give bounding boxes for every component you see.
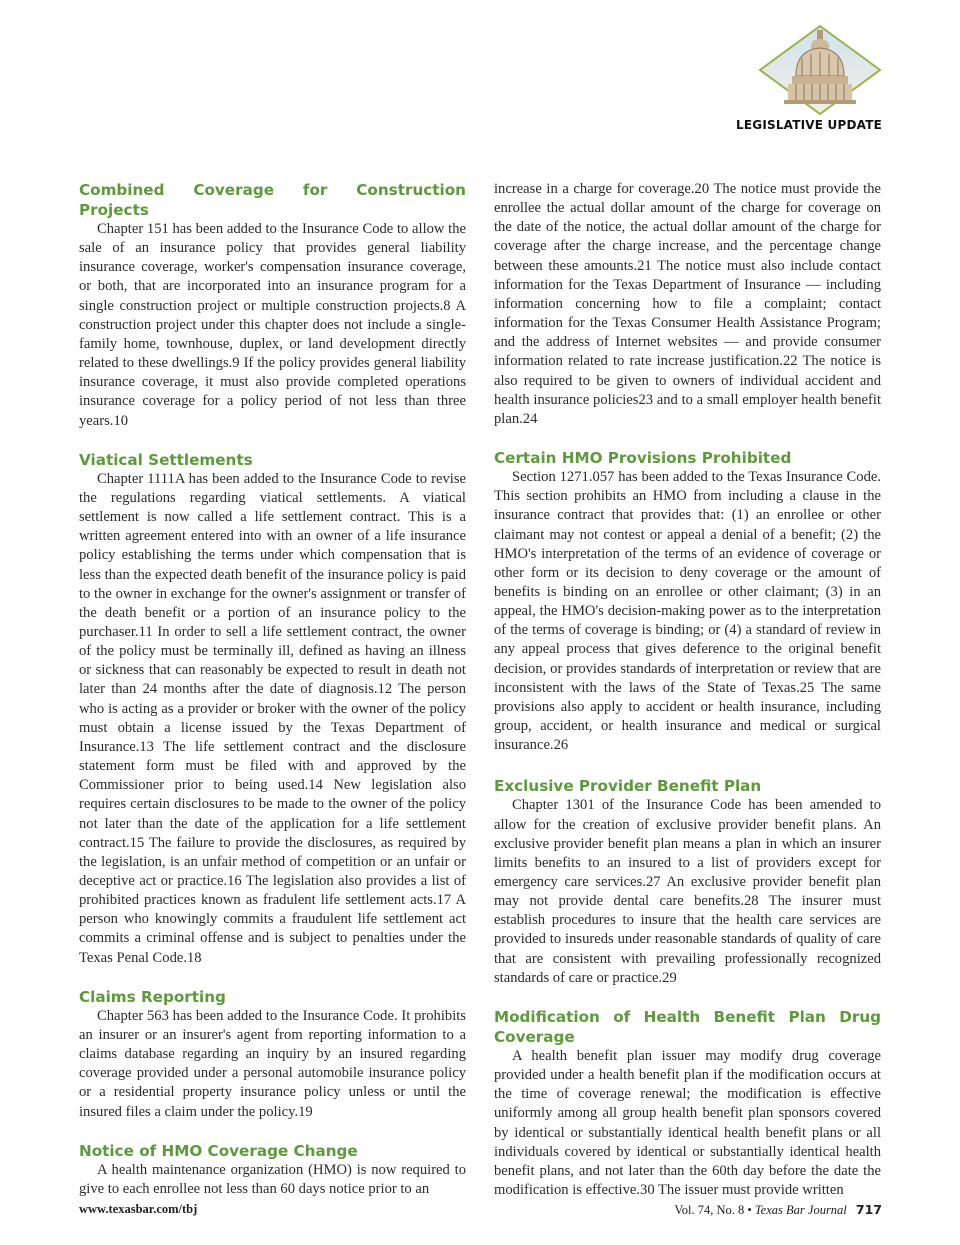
section-heading: Claims Reporting [79, 987, 226, 1006]
section-heading: Notice of HMO Coverage Change [79, 1141, 358, 1160]
website-link[interactable]: www.texasbar.com/tbj [79, 1202, 198, 1216]
section-body: A health maintenance organization (HMO) is now required to give to each enrollee not less than 60 days notice prior to an [79, 1161, 466, 1197]
volume-info: Vol. 74, No. 8 [674, 1203, 745, 1217]
section-body: Chapter 1301 of the Insurance Code has been amended to allow for the creation of exclusive provider benefit plans. An exclusive provider benefit plan means a plan in which an insurer limits benefits to an insured to a list of providers except for emergency care services.27 An exclusive provider benefit plan may not provide dental care benefits.28 The insurer must establish procedures to insure that the health care services are provided to insureds under reasonable standards of quality of care that are consistent with prevailing professionally recognized standards of care or practice.29 [494, 797, 881, 986]
section-body: Chapter 563 has been added to the Insurance Code. It prohibits an insurer or an insurer's agent from reporting information to a claims database regarding an inquiry by an insured regarding coverage provided under a personal automobile insurance policy or a residential property insurance policy unless or until the insured files a claim under the policy.19 [79, 1007, 466, 1120]
page-number: 717 [855, 1202, 882, 1217]
journal-title: Texas Bar Journal [754, 1203, 847, 1217]
section-body: Chapter 1111A has been added to the Insurance Code to revise the regulations regarding viatical settlements. A viatical settlement is now called a life settlement contract. This is a written agreement entered into with an owner of a life insurance policy establishing the terms under which compensation that is less than the expected death benefit of the insurance policy is paid to the owner in exchange for the owner's assignment or transfer of the death benefit or a portion of an insurance policy to the purchaser.11 In order to sell a life settlement contract, the owner of the policy must be terminally ill, defined as having an illness or sickness that can reasonably be expected to result in death not later than 24 months after the date of diagnosis.12 The person who is acting as a provider or broker with the owner of the policy must obtain a license issued by the Texas Department of Insurance.13 The life settlement contract and the disclosure statement form must be filed with and approved by the Commissioner prior to being used.14 New legislation also requires certain disclosures to be made to the owner of the policy not later than the date of the application for a life settlement contract.15 The failure to provide the disclosures, as required by the legislation, is an unfair method of competition or an unfair or deceptive act or practice.16 The legislation also provides a list of prohibited practices known as fradulent life settlement acts.17 A person who knowingly commits a fraudulent life settlement act commits a criminal offense and is subject to penalties under the Texas Penal Code.18 [79, 470, 466, 966]
right-column [494, 180, 881, 1200]
section-heading: Exclusive Provider Benefit Plan [494, 777, 762, 796]
section-body: A health benefit plan issuer may modify drug coverage provided under a health benefit plan if the modification occurs at the time of coverage renewal; the modification is effective uniformly among all group health benefit plan sponsors covered by identical or substantially identical health benefit plans or all individuals covered by identical or substantially identical health benefit plans, and not later than the 60th day before the date the modification is effective.30 The issuer must provide written [494, 1047, 881, 1199]
footer-citation [674, 1202, 882, 1218]
bullet-separator: • [747, 1203, 752, 1217]
section-body: Section 1271.057 has been added to the Texas Insurance Code. This section prohibits an HMO from including a clause in the insurance contract that provides that: (1) an enrollee or other claimant may not contest or appeal a denial of a benefit; (2) the HMO's interpretation of the terms of an evidence of coverage or other form or its decision to deny coverage or the amount of benefits is binding on an enrollee or other claimant; (3) in an appeal, the HMO's decision-making power as to the interpretation of the terms of coverage is binding; or (4) a standard of review in any appeal process that gives deference to the original benefit decision, or provides standards of interpretation or review that are inconsistent with the laws of the State of Texas.25 The same provisions also apply to accident or health insurance, including group, accident, or health insurance and medical or surgical insurance.26 [494, 469, 881, 754]
section-body: Chapter 151 has been added to the Insurance Code to allow the sale of an insurance policy that provides general liability insurance coverage, worker's compensation insurance coverage, or both, that are incorporated into an insurance program for a single construction project or multiple construction projects.8 A construction project under this chapter does not include a single-family home, townhouse, duplex, or land development directly related to these dwellings.9 If the policy provides general liability insurance coverage, it must also provide completed operations insurance coverage for a policy period of not less than three years.10 [79, 221, 466, 429]
section-heading: Viatical Settlements [79, 450, 253, 469]
section-tag: LEGISLATIVE UPDATE [736, 118, 882, 132]
section-heading: Certain HMO Provisions Prohibited [494, 449, 792, 468]
section-heading: Modification of Health Benefit Plan Drug Coverage [494, 1007, 881, 1046]
continued-text: increase in a charge for coverage.20 The notice must provide the enrollee the actual dollar amount of the charge for coverage on the date of the notice, the actual dollar amount of the charge for coverage after the charge increase, and the percentage change between these amounts.21 The notice must also include contact information for the Texas Department of Insurance — including information concerning how to file a complaint; contact information for the Texas Consumer Health Assistance Program; and the address of Internet websites — and provide consumer information related to rate increase justification.22 The notice is also required to be given to owners of individual accident and health insurance policies23 and to a small employer health benefit plan.24 [494, 181, 881, 427]
left-column [79, 180, 466, 1199]
section-heading: Combined Coverage for Construction Projects [79, 181, 466, 219]
capitol-dome-icon [758, 24, 882, 116]
